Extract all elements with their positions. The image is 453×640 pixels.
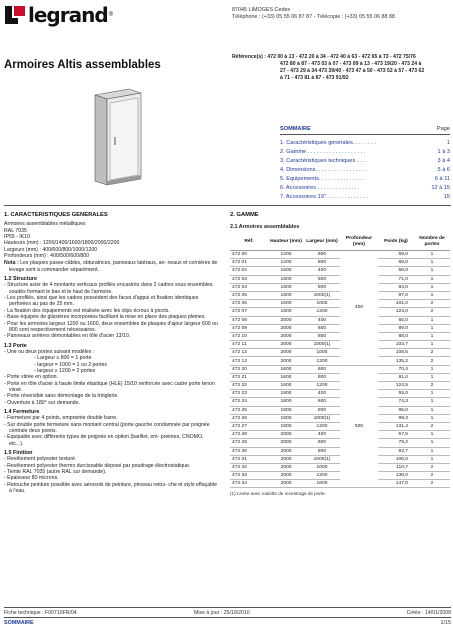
spec-line: Profondeurs (mm) : 400/500/600/800 bbox=[4, 253, 90, 260]
ref-cell: 472 30 bbox=[230, 447, 268, 455]
doors-cell: 1 bbox=[414, 291, 450, 299]
porte-width-rule: - largeur ≥ 1200 = 2 portes bbox=[34, 367, 96, 374]
references-label: Référence(s) : bbox=[232, 54, 266, 60]
toc-item[interactable] bbox=[280, 184, 450, 193]
weight-cell: 70,4 bbox=[378, 365, 414, 373]
footer-rule bbox=[4, 607, 451, 608]
section-2-subheading: 2.1 Armoires assemblables bbox=[230, 224, 300, 230]
height-cell: 1800 bbox=[268, 390, 304, 398]
weight-cell: 56,0 bbox=[378, 267, 414, 275]
height-cell: 2000 bbox=[268, 439, 304, 447]
ref-cell: 472 27 bbox=[230, 422, 268, 430]
doors-cell: 1 bbox=[414, 275, 450, 283]
height-cell: 1200 bbox=[268, 259, 304, 267]
porte-item: - Porte réversible sans démontage de la tringlerie. bbox=[4, 393, 119, 400]
fermeture-item: - Fermeture par 4 points, empreinte double barre. bbox=[4, 415, 118, 422]
width-cell: 1200 bbox=[304, 308, 340, 316]
width-cell: 800 bbox=[304, 406, 340, 414]
column-header: Profondeur (mm) bbox=[340, 234, 378, 251]
weight-cell: 147,0 bbox=[378, 480, 414, 488]
finition-item: - Teinte RAL 7035 (autre RAL sur demande). bbox=[4, 469, 107, 476]
height-cell: 2000 bbox=[268, 480, 304, 488]
porte-item: - Porte vitrée en option. bbox=[4, 374, 58, 381]
height-cell: 2000 bbox=[268, 463, 304, 471]
general-characteristics bbox=[4, 212, 218, 494]
legrand-logo bbox=[5, 4, 113, 26]
column-header: Réf. bbox=[230, 234, 268, 251]
spec-line: Largeurs (mm) : 400/600/800/1000/1200 bbox=[4, 246, 98, 253]
section-1-heading: 1. CARACTERISTIQUES GENERALES bbox=[4, 212, 108, 218]
finition-heading: 1.5 Finition bbox=[4, 450, 33, 457]
ref-cell: 472 28 bbox=[230, 431, 268, 439]
doors-cell: 1 bbox=[414, 283, 450, 291]
sommaire-link[interactable]: SOMMAIRE bbox=[4, 620, 34, 626]
structure-item: - Les profilés, ainsi que les cadres possèdent des faces d'appui et fixation identiques perforées au pas de 25 mm. bbox=[4, 295, 199, 308]
finition-item: - Epaisseur 80 microns. bbox=[4, 475, 59, 482]
gamme-section bbox=[230, 212, 450, 496]
height-cell: 2000 bbox=[268, 472, 304, 480]
weight-cell: 131,4 bbox=[378, 422, 414, 430]
toc-item[interactable] bbox=[280, 175, 450, 184]
brand-name: legrand bbox=[28, 3, 108, 27]
height-cell: 1600 bbox=[268, 373, 304, 381]
ref-cell: 472 32 bbox=[230, 463, 268, 471]
width-cell: 600 bbox=[304, 365, 340, 373]
width-cell: 600 bbox=[304, 251, 340, 259]
doors-cell: 2 bbox=[414, 349, 450, 357]
weight-cell: 108,5 bbox=[378, 349, 414, 357]
weight-cell: 106,0 bbox=[378, 455, 414, 463]
width-cell: 1600 bbox=[304, 480, 340, 488]
structure-item: - Pour les armoires largeur 1200 ou 1600, deux ensembles de plaques d'ajour largeur 600 ou 800 sont respectivement nécessaires. bbox=[4, 320, 218, 333]
table-of-contents bbox=[280, 126, 450, 202]
weight-cell: 57,5 bbox=[378, 431, 414, 439]
width-cell: 800 bbox=[304, 332, 340, 340]
toc-item[interactable] bbox=[280, 193, 450, 202]
ref-cell: 472 10 bbox=[230, 332, 268, 340]
weight-cell: 97,0 bbox=[378, 291, 414, 299]
references-line-1: 472 00 à 13 - 472 20 à 34 - 472 40 à 63 - 472 65 à 73 - 472 75/76 bbox=[265, 54, 416, 60]
ref-cell: 472 34 bbox=[230, 480, 268, 488]
porte-intro: - Une ou deux portes suivant modèles : bbox=[4, 348, 95, 355]
height-cell: 2000 bbox=[268, 332, 304, 340]
cabinet-range-table bbox=[230, 234, 450, 488]
ref-cell: 472 12 bbox=[230, 349, 268, 357]
column-header: Hauteur (mm) bbox=[268, 234, 304, 251]
ref-cell: 472 02 bbox=[230, 267, 268, 275]
height-cell: 1600 bbox=[268, 300, 304, 308]
doors-cell: 1 bbox=[414, 341, 450, 349]
width-cell: 600 bbox=[304, 439, 340, 447]
ref-cell: 472 04 bbox=[230, 283, 268, 291]
cabinet-illustration bbox=[91, 87, 143, 187]
structure-item: - Panneaux arrières démontables en tôle d'acier 13/10. bbox=[4, 333, 131, 340]
ref-cell: 472 05 bbox=[230, 291, 268, 299]
weight-cell: 86,0 bbox=[378, 406, 414, 414]
doors-cell: 2 bbox=[414, 300, 450, 308]
weight-cell: 71,0 bbox=[378, 275, 414, 283]
ref-cell: 472 11 bbox=[230, 341, 268, 349]
width-cell: 1200 bbox=[304, 422, 340, 430]
fermeture-heading: 1.4 Fermeture bbox=[4, 408, 40, 415]
height-cell: 2000 bbox=[268, 316, 304, 324]
width-cell: 800 bbox=[304, 447, 340, 455]
weight-cell: 81,0 bbox=[378, 373, 414, 381]
doors-cell: 2 bbox=[414, 463, 450, 471]
height-cell: 2000 bbox=[268, 341, 304, 349]
toc-rule bbox=[280, 134, 450, 135]
toc-item-page: 6 à 11 bbox=[434, 176, 450, 182]
weight-cell: 88,0 bbox=[378, 332, 414, 340]
structure-item: - Structure acier de 4 montants verticaux profilés encastrés dans 2 cadres sous ensembles soudés formant le bas et le haut de l'armoire. bbox=[4, 282, 213, 295]
height-cell: 1600 bbox=[268, 382, 304, 390]
ref-cell: 472 13 bbox=[230, 357, 268, 365]
fermeture-item: - Sur double porte fermeture sans montant central (porte gauche condamnée par poignée centrale deux points. bbox=[4, 421, 210, 434]
doors-cell: 2 bbox=[414, 480, 450, 488]
toc-item[interactable] bbox=[280, 139, 450, 148]
toc-item-label: 6. Accessoires . . . . . . . . . . . . . . bbox=[280, 185, 360, 191]
doors-cell: 1 bbox=[414, 251, 450, 259]
porte-item: - Porte en tôle d'acier à haute limite élastique (HLE) 15/10 renforcée avec cadre porte tenon vissé. bbox=[4, 380, 215, 393]
table-row bbox=[230, 365, 450, 373]
weight-cell: 65,0 bbox=[378, 316, 414, 324]
legrand-logo-mark-icon bbox=[5, 6, 25, 24]
doors-cell: 1 bbox=[414, 316, 450, 324]
doors-cell: 1 bbox=[414, 332, 450, 340]
ref-cell: 472 21 bbox=[230, 373, 268, 381]
doors-cell: 1 bbox=[414, 447, 450, 455]
note-text: Les plaques passe-câbles, obturatrices, panneaux latéraux, an- neaux et cornières de levage sont à commander séparément. bbox=[9, 260, 218, 273]
width-cell: 600 bbox=[304, 398, 340, 406]
doors-cell: 1 bbox=[414, 406, 450, 414]
toc-item-page: 12 à 15 bbox=[431, 185, 450, 191]
doors-cell: 1 bbox=[414, 414, 450, 422]
height-cell: 1800 bbox=[268, 406, 304, 414]
width-cell: 400 bbox=[304, 316, 340, 324]
ref-cell: 472 01 bbox=[230, 259, 268, 267]
toc-item-page: 15 bbox=[443, 194, 450, 200]
doors-cell: 1 bbox=[414, 324, 450, 332]
toc-item-label: 5. Equipements. . . . . . . . . . . . . . . bbox=[280, 176, 364, 182]
footer-created: Créée : 14/01/2008 bbox=[406, 610, 451, 616]
address-line-1: 87045 LIMOGES Cedex bbox=[232, 7, 291, 13]
height-cell: 1800 bbox=[268, 275, 304, 283]
references-line-4: à 71 - 473 81 à 87 - 473 91/92 bbox=[280, 75, 349, 81]
doors-cell: 1 bbox=[414, 398, 450, 406]
structure-heading: 1.2 Structure bbox=[4, 276, 37, 283]
porte-item: - Ouverture à 180° sur demande. bbox=[4, 399, 80, 406]
width-cell: 800 bbox=[304, 373, 340, 381]
width-cell: 800 bbox=[304, 259, 340, 267]
width-cell: 600 bbox=[304, 324, 340, 332]
doors-cell: 1 bbox=[414, 259, 450, 267]
weight-cell: 92,7 bbox=[378, 447, 414, 455]
height-cell: 1800 bbox=[268, 308, 304, 316]
spec-line: IP55 - IK10 bbox=[4, 234, 30, 241]
finition-item: - Retouche peinture possible avec aérosols de peinture, pinceau retou- che et stylo effaçable à l'eau. bbox=[4, 481, 218, 495]
width-cell: 400 bbox=[304, 267, 340, 275]
table-row bbox=[230, 251, 450, 259]
weight-cell: 59,0 bbox=[378, 251, 414, 259]
ref-cell: 472 07 bbox=[230, 308, 268, 316]
ref-cell: 472 33 bbox=[230, 472, 268, 480]
height-cell: 1800 bbox=[268, 414, 304, 422]
height-cell: 2000 bbox=[268, 447, 304, 455]
height-cell: 2000 bbox=[268, 455, 304, 463]
references-block bbox=[232, 54, 450, 82]
width-cell: 1000(1) bbox=[304, 291, 340, 299]
weight-cell: 124,5 bbox=[378, 382, 414, 390]
toc-page-label: Page bbox=[436, 126, 450, 132]
toc-item-label: 4. Dimensions. . . . . . . . . . . . . . . . . bbox=[280, 167, 367, 173]
weight-cell: 103,7 bbox=[378, 341, 414, 349]
width-cell: 1000(1) bbox=[304, 414, 340, 422]
weight-cell: 69,0 bbox=[378, 259, 414, 267]
width-cell: 1200 bbox=[304, 382, 340, 390]
weight-cell: 135,2 bbox=[378, 357, 414, 365]
section-divider bbox=[4, 205, 451, 206]
toc-item-page: 3 à 4 bbox=[437, 158, 450, 164]
toc-item-page: 1 bbox=[446, 140, 450, 146]
width-cell: 1000 bbox=[304, 463, 340, 471]
toc-item-page: 5 à 6 bbox=[437, 167, 450, 173]
height-cell: 2000 bbox=[268, 431, 304, 439]
weight-cell: 79,2 bbox=[378, 439, 414, 447]
width-cell: 1000 bbox=[304, 349, 340, 357]
toc-item-label: 3. Caractéristiques techniques . . . . bbox=[280, 158, 368, 164]
references-line-3: 27 - 473 29 à 34 473 39/40 - 473 47 à 50 - 473 52 à 57 - 473 62 bbox=[280, 68, 425, 74]
fermeture-item: - Equipable avec différents types de poignée en option (barillet, em- preintes, CNOMO, etc...). bbox=[4, 434, 204, 447]
ref-cell: 472 20 bbox=[230, 365, 268, 373]
toc-title: SOMMAIRE bbox=[280, 126, 311, 132]
width-cell: 1000(1) bbox=[304, 341, 340, 349]
height-cell: 1600 bbox=[268, 365, 304, 373]
doors-cell: 2 bbox=[414, 472, 450, 480]
section-2-heading: 2. GAMME bbox=[230, 212, 259, 218]
doors-cell: 1 bbox=[414, 455, 450, 463]
doors-cell: 1 bbox=[414, 439, 450, 447]
doors-cell: 1 bbox=[414, 365, 450, 373]
porte-width-rule: - largeur = 1000 = 1 ou 2 portes bbox=[34, 361, 107, 368]
ref-cell: 472 08 bbox=[230, 316, 268, 324]
footer-rule-2 bbox=[4, 617, 451, 618]
doors-cell: 2 bbox=[414, 422, 450, 430]
porte-width-rule: - Largeur ≤ 800 = 1 porte bbox=[34, 355, 92, 362]
ref-cell: 472 03 bbox=[230, 275, 268, 283]
spec-line: Armoires assemblables métalliques bbox=[4, 221, 86, 228]
doors-cell: 2 bbox=[414, 382, 450, 390]
page-number: 1/15 bbox=[440, 620, 451, 626]
address-line-2: Téléphone : (+33) 05 55 06 87 87 - Télécopie : (+33) 05 55 06 88 88 bbox=[232, 14, 395, 20]
weight-cell: 74,3 bbox=[378, 398, 414, 406]
height-cell: 2000 bbox=[268, 324, 304, 332]
ref-cell: 472 24 bbox=[230, 398, 268, 406]
width-cell: 400 bbox=[304, 431, 340, 439]
spec-line: RAL 7035 bbox=[4, 227, 27, 234]
column-header: Nombre de portes bbox=[414, 234, 450, 251]
width-cell: 400 bbox=[304, 390, 340, 398]
ref-cell: 472 06 bbox=[230, 300, 268, 308]
column-header: Poids (kg) bbox=[378, 234, 414, 251]
weight-cell: 84,0 bbox=[378, 283, 414, 291]
height-cell: 1800 bbox=[268, 283, 304, 291]
ref-cell: 472 23 bbox=[230, 390, 268, 398]
toc-item-label: 1. Caractéristiques générales. . . . . . . . bbox=[280, 140, 377, 146]
width-cell: 800 bbox=[304, 283, 340, 291]
weight-cell: 138,0 bbox=[378, 472, 414, 480]
porte-heading: 1.3 Porte bbox=[4, 342, 27, 349]
height-cell: 1600 bbox=[268, 267, 304, 275]
registered-mark-icon: ® bbox=[108, 12, 114, 18]
note-label: Nota : bbox=[4, 260, 19, 267]
weight-cell: 55,0 bbox=[378, 390, 414, 398]
footer-fiche: Fiche technique : F00710FR/04 bbox=[4, 610, 77, 616]
toc-item-label: 7. Accessoires 19". . . . . . . . . . . . . . bbox=[280, 194, 368, 200]
height-cell: 2000 bbox=[268, 349, 304, 357]
company-address bbox=[232, 7, 395, 21]
doors-cell: 2 bbox=[414, 357, 450, 365]
weight-cell: 89,0 bbox=[378, 324, 414, 332]
toc-item-page: 1 à 3 bbox=[437, 149, 450, 155]
doors-cell: 1 bbox=[414, 390, 450, 398]
finition-item: - Revêtement polyester texturé. bbox=[4, 456, 77, 463]
ref-cell: 472 22 bbox=[230, 382, 268, 390]
weight-cell: 101,0 bbox=[378, 300, 414, 308]
doors-cell: 1 bbox=[414, 267, 450, 275]
structure-item: - Base équipée de glissières incorporées facilitant la mise en place des plaques pleines. bbox=[4, 314, 206, 321]
height-cell: 1800 bbox=[268, 422, 304, 430]
ref-cell: 472 00 bbox=[230, 251, 268, 259]
depth-cell: 400 bbox=[340, 251, 378, 366]
ref-cell: 472 25 bbox=[230, 406, 268, 414]
width-cell: 1200 bbox=[304, 472, 340, 480]
weight-cell: 99,3 bbox=[378, 414, 414, 422]
spec-line: Hauteurs (mm) : 1200/1400/1600/1800/2000/2200 bbox=[4, 240, 120, 247]
height-cell: 1800 bbox=[268, 398, 304, 406]
toc-item[interactable] bbox=[280, 157, 450, 166]
ref-cell: 472 09 bbox=[230, 324, 268, 332]
ref-cell: 472 26 bbox=[230, 414, 268, 422]
width-cell: 600 bbox=[304, 275, 340, 283]
doors-cell: 1 bbox=[414, 373, 450, 381]
toc-item-label: 2. Gamme . . . . . . . . . . . . . . . . . . . bbox=[280, 149, 366, 155]
height-cell: 1200 bbox=[268, 251, 304, 259]
doors-cell: 2 bbox=[414, 308, 450, 316]
ref-cell: 472 31 bbox=[230, 455, 268, 463]
structure-item: - La fixation des équipements est réalisée avec les clips écrous à picots. bbox=[4, 307, 170, 314]
weight-cell: 124,0 bbox=[378, 308, 414, 316]
toc-item[interactable] bbox=[280, 148, 450, 157]
height-cell: 1800 bbox=[268, 291, 304, 299]
references-line-2: 472 80 à 87 - 473 03 à 07 - 473 09 à 13 - 473 19/20 - 473 24 à bbox=[280, 61, 422, 67]
page-title: Armoires Altis assemblables bbox=[4, 59, 161, 71]
table-footnote: (1) Livrée avec roulette de recentrage de porte bbox=[230, 491, 325, 497]
ref-cell: 472 29 bbox=[230, 439, 268, 447]
width-cell: 1200 bbox=[304, 357, 340, 365]
toc-item[interactable] bbox=[280, 166, 450, 175]
weight-cell: 110,7 bbox=[378, 463, 414, 471]
depth-cell: 500 bbox=[340, 365, 378, 488]
width-cell: 1000 bbox=[304, 300, 340, 308]
finition-item: - Revêtement polyester thermo durcissable déposé par poudrage électrostatique. bbox=[4, 462, 191, 469]
doors-cell: 1 bbox=[414, 431, 450, 439]
column-header: Largeur (mm) bbox=[304, 234, 340, 251]
footer-update: Mise à jour : 25/10/2010 bbox=[194, 610, 250, 616]
height-cell: 2000 bbox=[268, 357, 304, 365]
width-cell: 1000(1) bbox=[304, 455, 340, 463]
